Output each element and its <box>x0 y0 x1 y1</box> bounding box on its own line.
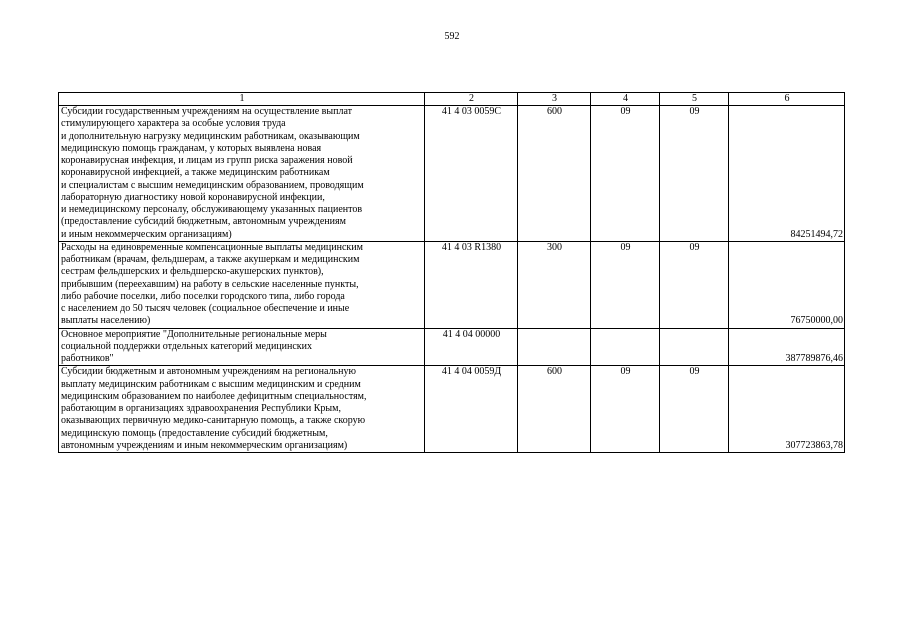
section-code <box>591 328 660 366</box>
target-article-code: 41 4 03 R1380 <box>425 241 518 328</box>
row-description <box>59 366 425 453</box>
description-line: работников" <box>61 353 114 364</box>
description-line: сестрам фельдшерских и фельдшерско-акушерских пунктов), <box>61 266 324 278</box>
subsection-code: 09 <box>660 106 729 242</box>
description-line: автономным учреждениям и иным некоммерческим организациям) <box>61 439 348 451</box>
description-line: и немедицинскому персоналу, обслуживающему указанных пациентов <box>61 204 363 215</box>
table-row <box>59 106 845 242</box>
row-description <box>59 106 425 242</box>
expense-type-code: 600 <box>518 366 591 453</box>
description-line: (предоставление субсидий бюджетным, автономным учреждениям <box>61 216 346 228</box>
budget-table <box>58 92 845 453</box>
target-article-code: 41 4 03 0059С <box>425 106 518 242</box>
description-line: с населением до 50 тысяч человек (социальное обеспечение и иные <box>61 303 350 314</box>
description-line: Субсидии бюджетным и автономным учреждениям на региональную <box>61 366 356 378</box>
amount-value: 387789876,46 <box>729 328 845 366</box>
header-cell-5: 5 <box>660 93 729 106</box>
expense-type-code: 300 <box>518 241 591 328</box>
table-row <box>59 366 845 453</box>
description-line: и иным некоммерческим организациям) <box>61 228 232 240</box>
description-line: работающим в организациях здравоохранения Республики Крым, <box>61 403 341 414</box>
header-cell-3: 3 <box>518 93 591 106</box>
row-description <box>59 241 425 328</box>
description-line: коронавирусной инфекцией, а также медицинским работникам <box>61 167 330 179</box>
description-line: и специалистам с высшим немедицинским образованием, проводящим <box>61 179 364 191</box>
description-line: коронавирусная инфекция, и лицам из групп риска заражения новой <box>61 155 353 166</box>
section-code: 09 <box>591 241 660 328</box>
section-code: 09 <box>591 106 660 242</box>
description-line: стимулирующего характера за особые условия труда <box>61 118 286 130</box>
row-description <box>59 328 425 366</box>
description-line: выплаты населению) <box>61 315 151 327</box>
table-row <box>59 328 845 366</box>
header-cell-4: 4 <box>591 93 660 106</box>
description-line: медицинскую помощь гражданам, у которых выявлена новая <box>61 142 322 154</box>
subsection-code: 09 <box>660 366 729 453</box>
description-line: социальной поддержки отдельных категорий медицинских <box>61 340 313 352</box>
description-line: оказывающих первичную медико-санитарную помощь, а также скорую <box>61 415 366 427</box>
description-line: лабораторную диагностику новой коронавирусной инфекции, <box>61 191 325 203</box>
description-line: Субсидии государственным учреждениям на осуществление выплат <box>61 106 352 117</box>
target-article-code: 41 4 04 00000 <box>425 328 518 366</box>
section-code: 09 <box>591 366 660 453</box>
table-row <box>59 241 845 328</box>
description-line: выплату медицинским работникам с высшим медицинским и средним <box>61 378 361 390</box>
expense-type-code <box>518 328 591 366</box>
amount-value: 307723863,78 <box>729 366 845 453</box>
table-header-row <box>59 93 845 106</box>
description-line: и дополнительную нагрузку медицинским работникам, оказывающим <box>61 130 360 142</box>
header-cell-1: 1 <box>59 93 425 106</box>
page-number: 592 <box>444 31 460 42</box>
description-line: медицинскую помощь (предоставление субсидий бюджетным, <box>61 427 328 439</box>
subsection-code <box>660 328 729 366</box>
amount-value: 84251494,72 <box>729 106 845 242</box>
expense-type-code: 600 <box>518 106 591 242</box>
description-line: медицинским образованием по наиболее дефицитным специальностям, <box>61 390 367 402</box>
description-line: Расходы на единовременные компенсационные выплаты медицинским <box>61 241 363 253</box>
subsection-code: 09 <box>660 241 729 328</box>
header-cell-6: 6 <box>729 93 845 106</box>
amount-value: 76750000,00 <box>729 241 845 328</box>
description-line: Основное мероприятие "Дополнительные региональные меры <box>61 328 327 340</box>
target-article-code: 41 4 04 0059Д <box>425 366 518 453</box>
description-line: прибывшим (переехавшим) на работу в сельские населенные пункты, <box>61 278 359 290</box>
header-cell-2: 2 <box>425 93 518 106</box>
description-line: либо рабочие поселки, либо поселки городского типа, либо города <box>61 290 345 302</box>
description-line: работникам (врачам, фельдшерам, а также акушеркам и медицинским <box>61 254 360 265</box>
